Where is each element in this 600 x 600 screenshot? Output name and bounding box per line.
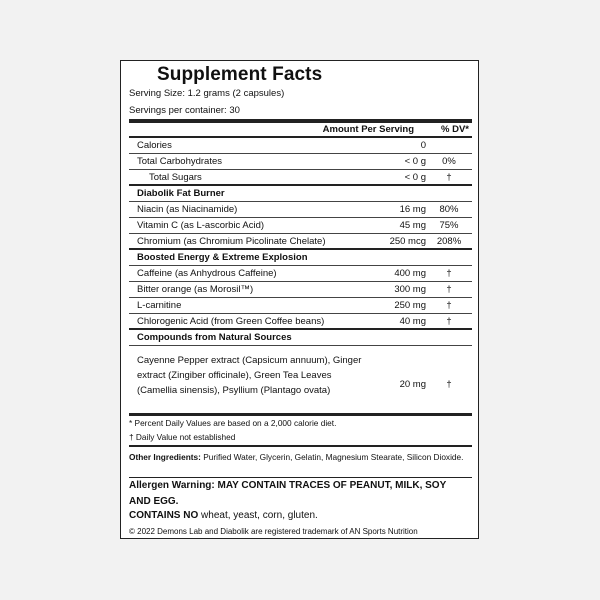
nutrient-amount: < 0 g [404, 172, 426, 183]
contains-no-list: wheat, yeast, corn, gluten. [198, 510, 318, 521]
nutrient-row-chlorogenic-acid [129, 314, 472, 330]
nutrient-name: Caffeine (as Anhydrous Caffeine) [137, 268, 277, 279]
section-heading-natural [129, 330, 472, 346]
nutrient-dv: † [446, 316, 452, 327]
section-heading: Boosted Energy & Extreme Explosion [137, 252, 308, 263]
header-amount: Amount Per Serving [322, 124, 414, 135]
nutrient-dv: † [446, 379, 452, 390]
nutrient-row-niacin [129, 202, 472, 218]
nutrient-amount: 300 mg [394, 284, 426, 295]
nutrient-dv: † [446, 300, 452, 311]
nutrient-name: Chlorogenic Acid (from Green Coffee beans) [137, 316, 325, 327]
nutrient-name: Bitter orange (as Morosil™) [137, 284, 254, 295]
nutrient-dv: 0% [442, 156, 456, 167]
nutrient-amount: 20 mg [399, 379, 426, 390]
nutrient-row-sugars [129, 170, 472, 186]
serving-size: Serving Size: 1.2 grams (2 capsules) [129, 88, 285, 99]
nutrient-row-natural-extracts [129, 346, 472, 416]
nutrient-amount: 250 mcg [389, 236, 426, 247]
nutrient-row-calories [129, 138, 472, 154]
contains-no-label: CONTAINS NO [129, 510, 199, 521]
nutrient-row-bitter-orange [129, 282, 472, 298]
section-heading-fat-burner [129, 186, 472, 202]
nutrient-dv: 208% [436, 236, 462, 247]
nutrient-dv: 75% [439, 220, 459, 231]
footnote-dagger: † Daily Value not established [129, 432, 236, 442]
section-heading-energy [129, 250, 472, 266]
nutrient-amount: 250 mg [394, 300, 426, 311]
allergen-warning: Allergen Warning: MAY CONTAIN TRACES OF PEANUT, MILK, SOY AND EGG. [129, 480, 447, 507]
nutrient-name: Vitamin C (as L-ascorbic Acid) [137, 220, 265, 231]
nutrient-name: Total Carbohydrates [137, 156, 223, 167]
nutrient-dv: † [446, 284, 452, 295]
nutrient-name: Calories [137, 140, 172, 151]
nutrient-dv: † [446, 172, 452, 183]
rule-footnotes [129, 445, 472, 447]
section-heading: Compounds from Natural Sources [137, 332, 292, 343]
nutrient-name: Chromium (as Chromium Picolinate Chelate) [137, 236, 326, 247]
nutrient-amount: < 0 g [404, 156, 426, 167]
servings-per-container: Servings per container: 30 [129, 105, 240, 116]
header-dv: % DV* [441, 124, 469, 135]
nutrient-amount: 16 mg [399, 204, 426, 215]
thick-rule-top [129, 119, 472, 123]
other-ingredients-list: Purified Water, Glycerin, Gelatin, Magnesium Stearate, Silicon Dioxide. [200, 452, 464, 462]
nutrient-name: Total Sugars [149, 172, 202, 183]
nutrient-name: Cayenne Pepper extract (Capsicum annuum), Ginger extract (Zingiber officinale), Green Tea Leaves (Camellia sinensis), Psyllium (Plantago ovata) [137, 355, 362, 397]
label-title: Supplement Facts [157, 64, 323, 85]
nutrient-row-vitamin-c [129, 218, 472, 234]
nutrient-row-caffeine [129, 266, 472, 282]
nutrient-name: Niacin (as Niacinamide) [137, 204, 238, 215]
nutrient-name: L-carnitine [137, 300, 182, 311]
copyright-notice: © 2022 Demons Lab and Diabolik are registered trademark of AN Sports Nutrition [129, 527, 418, 536]
nutrient-row-chromium [129, 234, 472, 250]
nutrient-row-carbohydrates [129, 154, 472, 170]
nutrient-amount: 0 [420, 140, 426, 151]
footnote-daily-values: * Percent Daily Values are based on a 2,000 calorie diet. [129, 418, 337, 428]
other-ingredients [129, 450, 469, 464]
nutrient-row-l-carnitine [129, 298, 472, 314]
supplement-facts-panel [120, 60, 479, 539]
contains-no [129, 510, 318, 521]
other-ingredients-label: Other Ingredients: [129, 452, 201, 462]
nutrient-amount: 400 mg [394, 268, 426, 279]
nutrient-dv: 80% [439, 204, 459, 215]
nutrient-amount: 40 mg [399, 316, 426, 327]
section-heading: Diabolik Fat Burner [137, 188, 225, 199]
nutrient-dv: † [446, 268, 452, 279]
nutrient-amount: 45 mg [399, 220, 426, 231]
